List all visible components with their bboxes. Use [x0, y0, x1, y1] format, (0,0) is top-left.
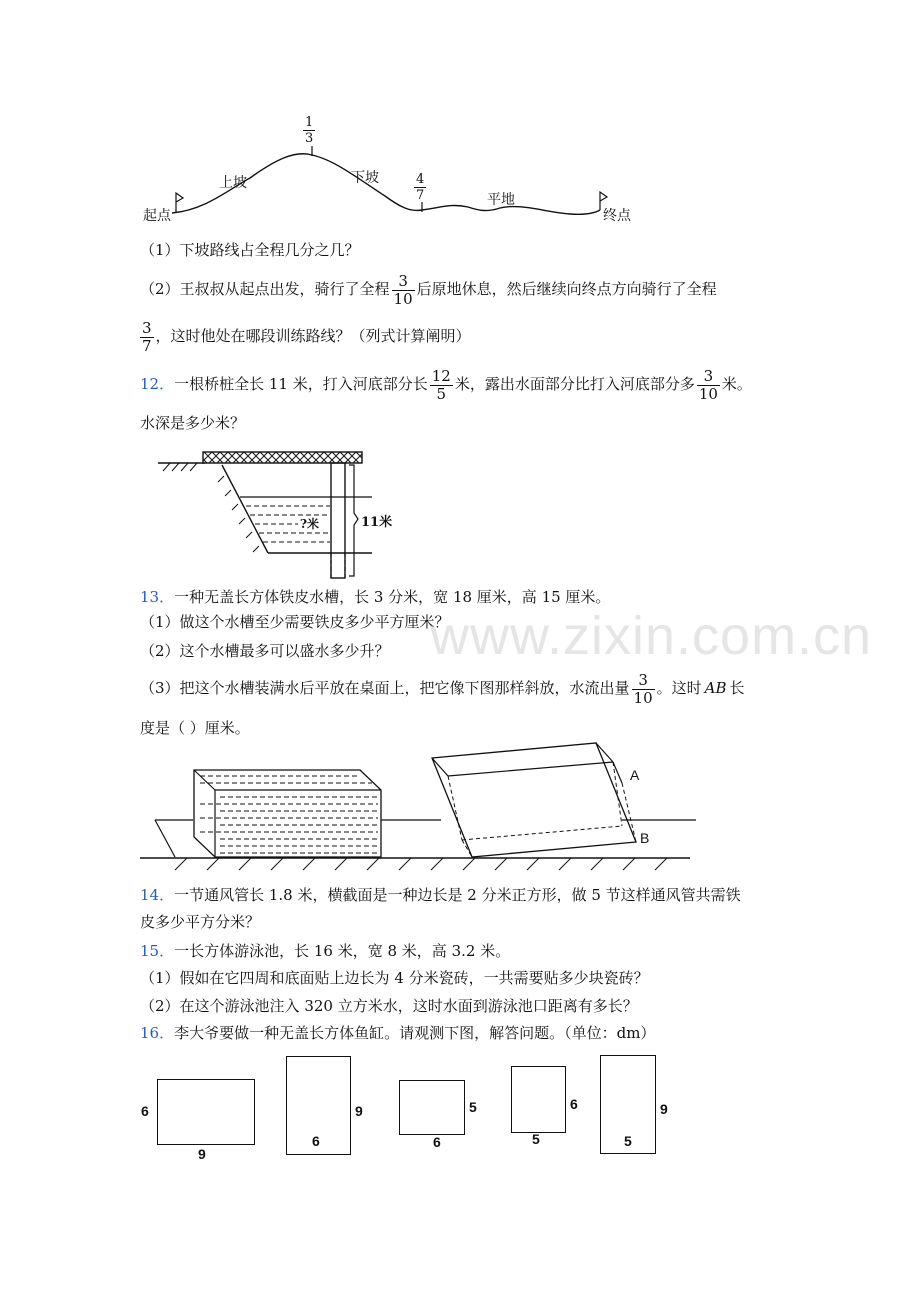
q15-text: 15．一长方体游泳池，长 16 米，宽 8 米，高 3.2 米。 — [140, 942, 511, 960]
face-rect-4-side: 6 — [570, 1096, 578, 1112]
q11-fraction-1: $\frac{3}{10}$ — [393, 271, 413, 308]
q12-fraction-2: $\frac{3}{10}$ — [698, 366, 718, 403]
route-label-end: 终点 — [603, 208, 631, 224]
face-rect-5-side: 9 — [660, 1101, 668, 1117]
q11-fraction-2: $\frac{3}{7}$ — [142, 318, 152, 355]
q15-part1: （1）假如在它四周和底面贴上边长为 4 分米瓷砖，一共需要贴多少块瓷砖？ — [140, 969, 649, 987]
face-rect-4 — [511, 1066, 566, 1133]
q12-question: 水深是多少米？ — [140, 414, 246, 432]
q13-text: 13．一种无盖长方体铁皮水槽，长 3 分米，宽 18 厘米，高 15 厘米。 — [140, 588, 611, 606]
route-label-start: 起点 — [143, 208, 171, 224]
face-rect-5-bottom: 5 — [624, 1133, 632, 1149]
face-rect-3 — [399, 1080, 465, 1135]
face-rect-2-side: 9 — [355, 1103, 363, 1119]
face-rect-1-side: 6 — [141, 1103, 149, 1119]
route-label-flat: 平地 — [487, 192, 515, 208]
q13-part1: （1）做这个水槽至少需要铁皮多少平方厘米？ — [140, 613, 450, 631]
face-rect-3-side: 5 — [469, 1099, 477, 1115]
face-rect-4-bottom: 5 — [532, 1131, 540, 1147]
q11-part2-cont: $\frac{3}{7}$ ，这时他处在哪段训练路线？（列式计算阐明） — [142, 318, 471, 355]
q16-text: 16．李大爷要做一种无盖长方体鱼缸。请观测下图，解答问题。（单位：dm） — [140, 1024, 656, 1042]
face-rect-1 — [157, 1079, 255, 1145]
watermark: www.zixin.com.cn — [430, 606, 873, 666]
q14-text: 14．一节通风管长 1.8 米，横截面是一种边长是 2 分米正方形，做 5 节这样通风管共需铁 — [140, 886, 741, 904]
route-top-fraction: $\frac{1}{3}$ — [305, 115, 314, 146]
bridge-pile-depth-label: ?米 — [300, 517, 320, 531]
route-label-uphill: 上坡 — [219, 175, 247, 191]
q11-part2: （2）王叔叔从起点出发，骑行了全程 $\frac{3}{10}$ 后原地休息，然后继续向终点方向骑行了全程 — [140, 271, 717, 308]
q13-part3-cont: 度是（ ）厘米。 — [140, 719, 250, 737]
q13-part2: （2）这个水槽最多可以盛水多少升？ — [140, 642, 390, 660]
route-label-downhill: 下坡 — [351, 170, 379, 186]
q12-fraction-1: $\frac{12}{5}$ — [431, 366, 451, 403]
face-rect-2-bottom: 6 — [312, 1133, 320, 1149]
q11-part1: （1）下坡路线占全程几分之几？ — [140, 241, 360, 259]
q13-fraction: $\frac{3}{10}$ — [633, 670, 653, 707]
q15-part2: （2）在这个游泳池注入 320 立方米水，这时水面到游泳池口距离有多长？ — [140, 997, 638, 1015]
q14-text-cont: 皮多少平方分米？ — [140, 913, 261, 931]
tank-point-b: B — [640, 830, 650, 846]
tank-point-a: A — [630, 767, 640, 783]
face-rect-3-bottom: 6 — [433, 1134, 441, 1150]
q13-part3: （3）把这个水槽装满水后平放在桌面上，把它像下图那样斜放，水流出量 $\frac{3}{10}$ 。这时 AB 长 — [140, 670, 745, 707]
q12-text: 12．一根桥桩全长 11 米，打入河底部分长 $\frac{12}{5}$ 米，露出水面部分比打入河底部分多 $\frac{3}{10}$ 米。 — [140, 366, 752, 403]
bridge-pile-length-label: 11米 — [361, 515, 393, 530]
face-rect-1-bottom: 9 — [198, 1146, 206, 1162]
route-mid-fraction: $\frac{4}{7}$ — [416, 172, 425, 203]
